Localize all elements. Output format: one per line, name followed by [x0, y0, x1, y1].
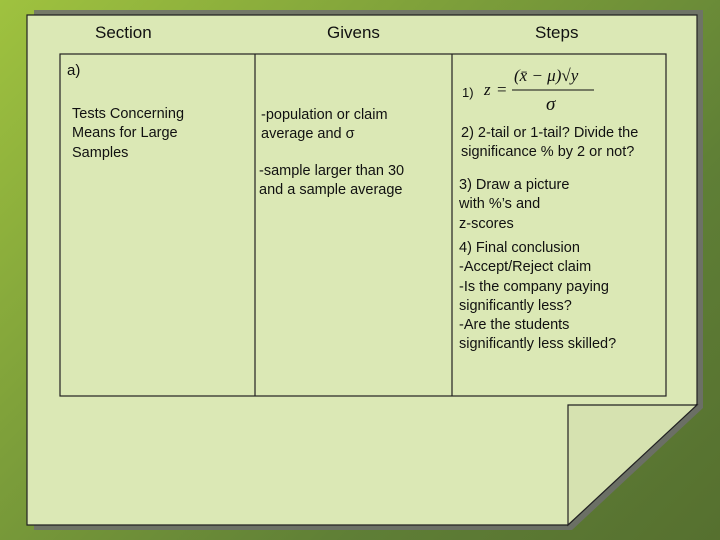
givens-line: and a sample average [259, 182, 403, 199]
formula-z: z [484, 80, 491, 99]
step-line: -Is the company paying [459, 278, 609, 295]
section-cell [72, 105, 184, 163]
step-line: 3) Draw a picture [459, 177, 570, 193]
step-2 [461, 124, 638, 163]
header-section: Section [95, 23, 152, 42]
step-line: significantly less skilled? [459, 336, 617, 353]
step-line: significantly less? [459, 297, 572, 314]
step-line: significance % by 2 or not? [461, 144, 635, 161]
step-line: 4) Final conclusion [459, 240, 580, 256]
givens-item-1 [261, 106, 388, 145]
step-3 [459, 176, 569, 234]
givens-line: -population or claim [261, 107, 388, 123]
step-4 [459, 239, 616, 355]
formula-equals: = [497, 80, 507, 99]
givens-item-2 [259, 162, 404, 201]
givens-line: average and σ [261, 126, 355, 143]
step-line: with %’s and [459, 196, 541, 213]
row-label: a) [67, 62, 81, 79]
formula-denominator: σ [546, 94, 556, 115]
paper-fold [568, 405, 697, 525]
givens-line: -sample larger than 30 [259, 163, 405, 179]
step-line: -Are the students [459, 317, 570, 334]
header-givens: Givens [327, 23, 380, 42]
section-line: Samples [72, 144, 129, 161]
header-steps: Steps [535, 23, 579, 42]
section-line: Means for Large [72, 125, 178, 142]
step-line: 2) 2-tail or 1-tail? Divide the [461, 125, 639, 141]
step-line: -Accept/Reject claim [459, 259, 592, 276]
formula-numerator: (x̄ − μ)√y [514, 66, 579, 85]
step-line: z-scores [459, 215, 514, 232]
step-1-label: 1) [462, 85, 474, 100]
section-line: Tests Concerning [72, 106, 185, 122]
